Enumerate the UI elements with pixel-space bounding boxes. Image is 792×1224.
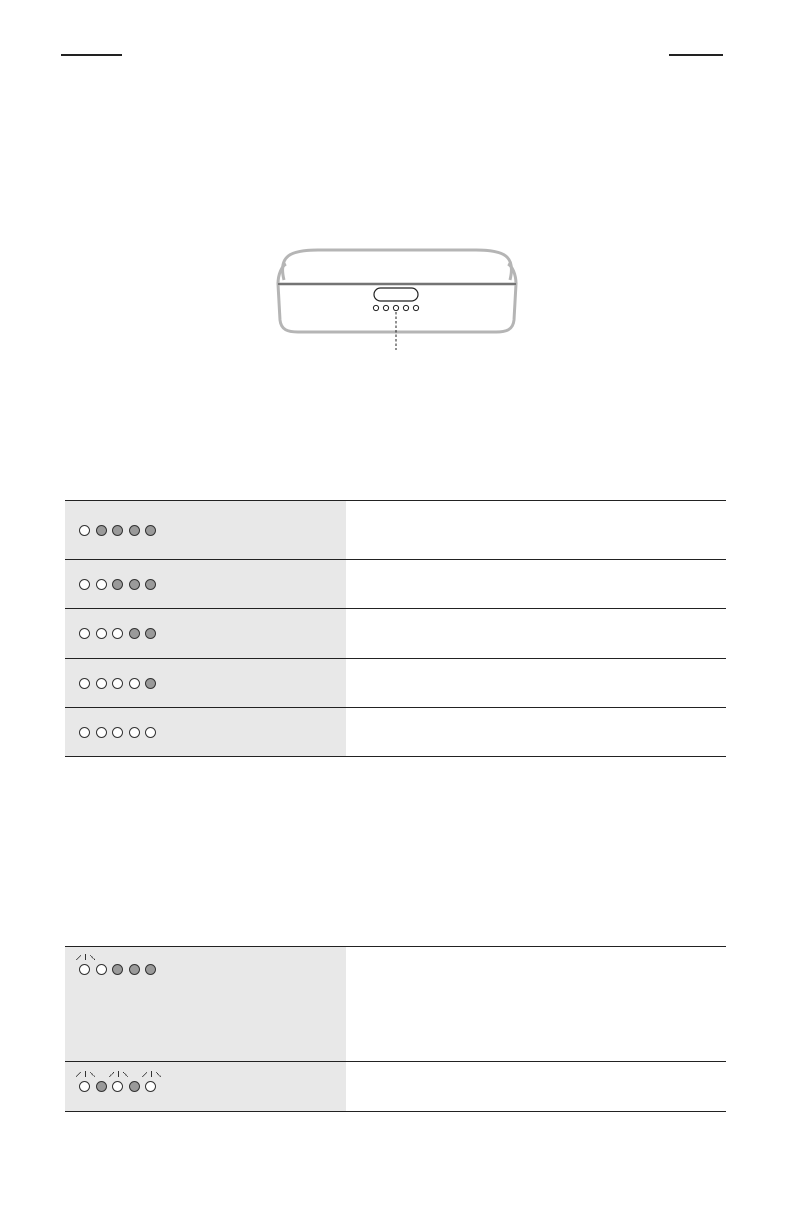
led-off-icon xyxy=(96,579,107,590)
led-on-icon xyxy=(129,628,140,639)
led-table-row xyxy=(65,1062,726,1112)
led-on-icon xyxy=(96,1081,107,1092)
led-on-icon xyxy=(145,628,156,639)
led-indicator-row xyxy=(79,579,346,590)
led-description-cell xyxy=(346,501,726,560)
led-indicator-row xyxy=(79,964,346,975)
led-table-row xyxy=(65,708,726,757)
led-table-row xyxy=(65,560,726,609)
led-off-icon xyxy=(96,628,107,639)
led-off-icon xyxy=(79,525,90,536)
case-lid xyxy=(282,250,511,280)
led-indicator-cell xyxy=(65,609,346,659)
led-indicator-cell xyxy=(65,947,346,1062)
led-on-icon xyxy=(145,525,156,536)
led-blinking-icon xyxy=(112,1081,123,1092)
led-blinking-icon xyxy=(79,1081,90,1092)
led-blinking-icon xyxy=(145,1081,156,1092)
usb-port xyxy=(374,288,418,301)
led-table-row xyxy=(65,501,726,560)
led-indicator-cell xyxy=(65,708,346,757)
led-indicator-cell xyxy=(65,501,346,560)
led-indicator-cell xyxy=(65,1062,346,1112)
led-indicator-cell xyxy=(65,659,346,708)
led-off-icon xyxy=(129,678,140,689)
led-description-cell xyxy=(346,708,726,757)
led-description-cell xyxy=(346,659,726,708)
led-off-icon xyxy=(79,727,90,738)
led-on-icon xyxy=(129,964,140,975)
charging-status-table xyxy=(65,946,726,1112)
led-off-icon xyxy=(79,678,90,689)
led-off-icon xyxy=(96,727,107,738)
led-on-icon xyxy=(129,579,140,590)
led-blinking-icon xyxy=(79,964,90,975)
led-description-cell xyxy=(346,560,726,609)
battery-level-table xyxy=(65,500,726,757)
led-on-icon xyxy=(112,525,123,536)
led-on-icon xyxy=(145,579,156,590)
led-off-icon xyxy=(145,727,156,738)
led-off-icon xyxy=(96,678,107,689)
led-on-icon xyxy=(129,525,140,536)
header-rule-right xyxy=(669,54,723,56)
led-on-icon xyxy=(145,678,156,689)
led-table-row xyxy=(65,609,726,659)
led-on-icon xyxy=(112,579,123,590)
led-off-icon xyxy=(112,628,123,639)
led-on-icon xyxy=(112,964,123,975)
led-indicator-row xyxy=(79,525,346,536)
led-on-icon xyxy=(129,1081,140,1092)
led-indicator-row xyxy=(79,727,346,738)
led-on-icon xyxy=(96,525,107,536)
led-off-icon xyxy=(112,727,123,738)
led-off-icon xyxy=(79,579,90,590)
led-indicator-cell xyxy=(65,560,346,609)
charging-case-illustration xyxy=(270,244,524,352)
led-off-icon xyxy=(129,727,140,738)
led-indicator-row xyxy=(79,628,346,639)
led-table-row xyxy=(65,659,726,708)
led-table-row xyxy=(65,947,726,1062)
header-rule-left xyxy=(61,54,122,56)
led-indicator-row xyxy=(79,678,346,689)
led-off-icon xyxy=(79,628,90,639)
led-on-icon xyxy=(145,964,156,975)
led-description-cell xyxy=(346,1062,726,1112)
led-description-cell xyxy=(346,609,726,659)
led-off-icon xyxy=(96,964,107,975)
led-indicator-row xyxy=(79,1081,346,1092)
led-description-cell xyxy=(346,947,726,1062)
led-off-icon xyxy=(112,678,123,689)
